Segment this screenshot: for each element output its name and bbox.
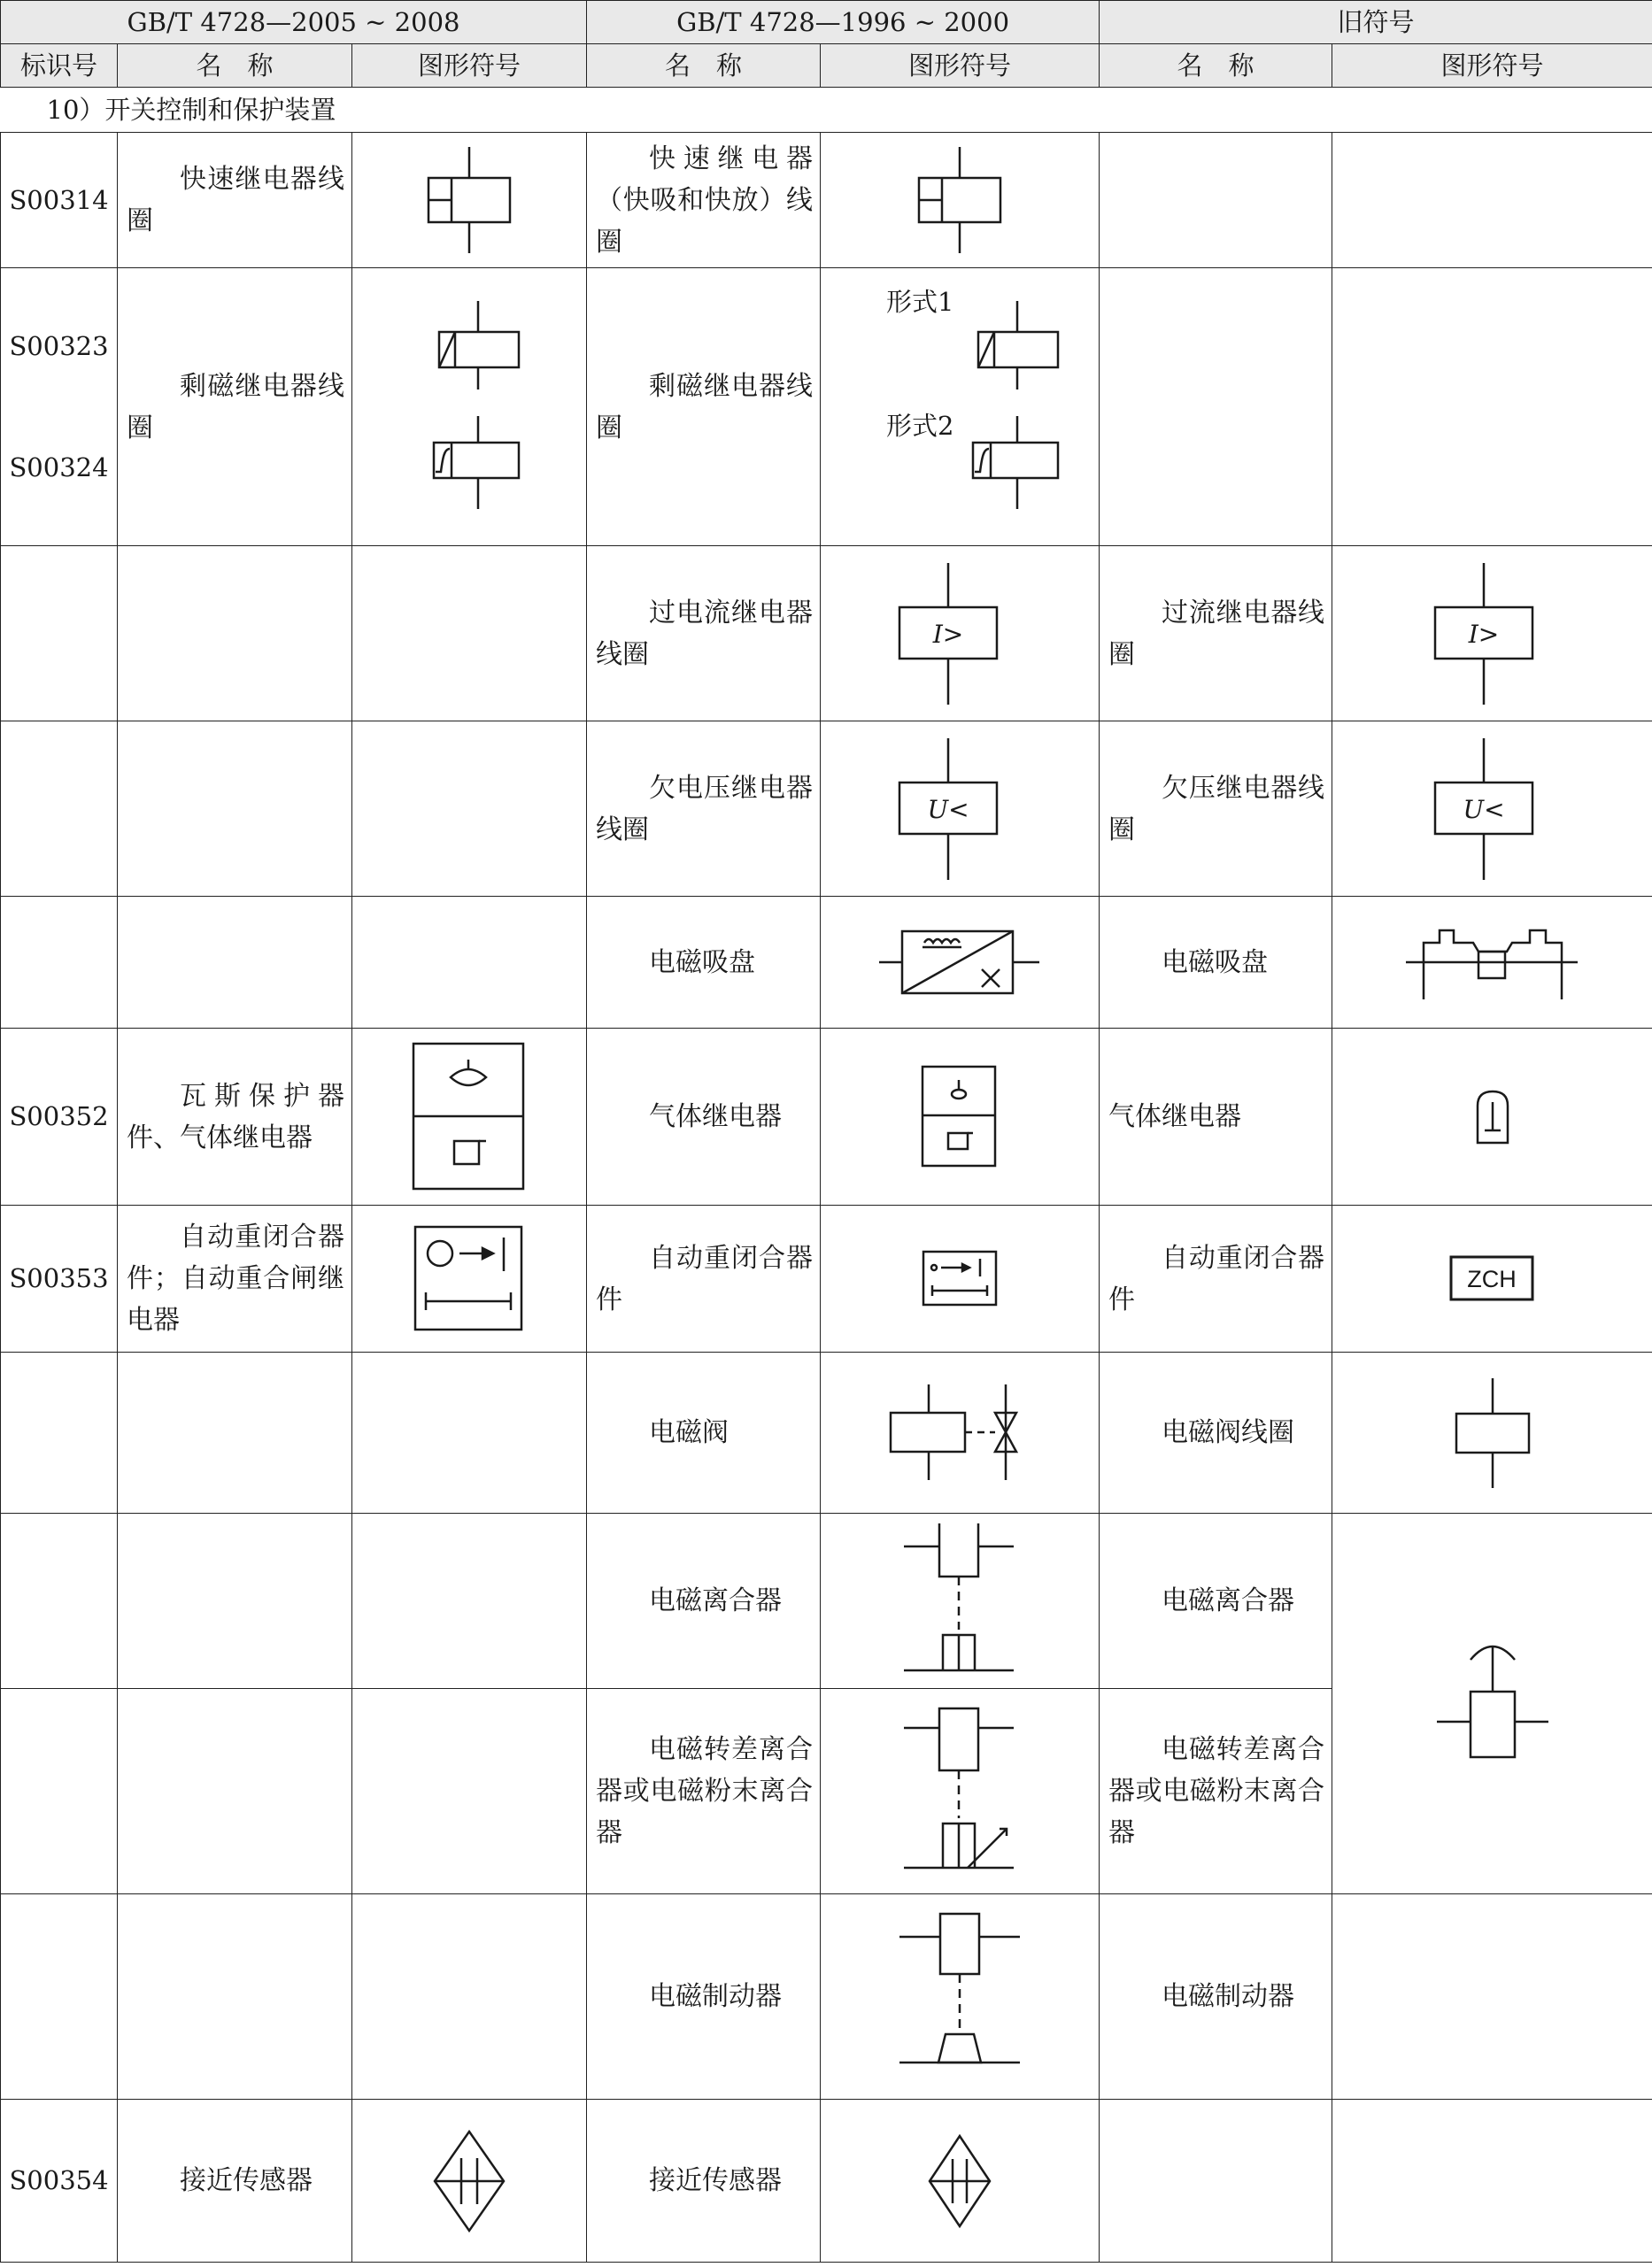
header-old-symbols: 旧符号 (1100, 1, 1652, 44)
empty-cell (352, 1894, 587, 2100)
header-id: 标识号 (1, 44, 118, 88)
name-96-cell: 电磁制动器 (587, 1894, 821, 2100)
table-row (1, 1353, 1652, 1514)
electromagnetic-chuck-symbol (821, 897, 1100, 1029)
empty-cell (1100, 268, 1332, 546)
empty-cell (352, 897, 587, 1029)
empty-cell (1, 1894, 118, 2100)
empty-cell (1332, 2100, 1652, 2263)
header-row-standards (1, 1, 1652, 44)
empty-cell (1100, 2100, 1332, 2263)
overcurrent-relay-symbol (1332, 546, 1652, 721)
solenoid-valve-symbol (821, 1353, 1100, 1514)
undervoltage-label: U< (927, 794, 969, 824)
empty-cell (1, 546, 118, 721)
empty-cell (118, 721, 352, 897)
overcurrent-label: I> (1468, 619, 1499, 649)
header-std-2005: GB/T 4728—2005 ~ 2008 (1, 1, 587, 44)
table-row (1, 1894, 1652, 2100)
name-new-cell: 快速继电器线圈 (118, 133, 352, 268)
empty-cell (1332, 133, 1652, 268)
table-row (1, 897, 1652, 1029)
empty-cell (1100, 133, 1332, 268)
section-title: 10）开关控制和保护装置 (1, 88, 1652, 133)
empty-cell (1332, 268, 1652, 546)
gas-relay-symbol (352, 1029, 587, 1206)
name-old-cell: 气体继电器 (1100, 1029, 1332, 1206)
name-old-cell: 电磁阀线圈 (1100, 1353, 1332, 1514)
empty-cell (1332, 1894, 1652, 2100)
auto-reclosing-symbol (352, 1206, 587, 1353)
empty-cell (1, 1353, 118, 1514)
empty-cell (1, 1689, 118, 1894)
header-name-96: 名 称 (587, 44, 821, 88)
electromagnetic-chuck-symbol (1332, 897, 1652, 1029)
overcurrent-relay-symbol (821, 546, 1100, 721)
undervoltage-relay-symbol (821, 721, 1100, 897)
id-cell: S00314 (1, 133, 118, 268)
empty-cell (1, 1514, 118, 1689)
name-96-cell: 气体继电器 (587, 1029, 821, 1206)
name-old-cell: 欠压继电器线圈 (1100, 721, 1332, 897)
id-b: S00324 (9, 451, 109, 482)
form2-label: 形式2 (886, 411, 954, 441)
name-old-cell: 电磁吸盘 (1100, 897, 1332, 1029)
form1-label: 形式1 (886, 287, 954, 317)
auto-reclosing-symbol (821, 1206, 1100, 1353)
id-a: S00323 (9, 330, 109, 361)
empty-cell (352, 721, 587, 897)
header-name-old: 名 称 (1100, 44, 1332, 88)
name-new-cell: 剩磁继电器线圈 (118, 268, 352, 546)
name-96-cell: 电磁转差离合器或电磁粉末离合器 (587, 1689, 821, 1894)
id-cell: S00354 (1, 2100, 118, 2263)
name-96-cell: 欠电压继电器线圈 (587, 721, 821, 897)
undervoltage-label: U< (1463, 794, 1505, 824)
name-new-cell: 瓦斯保护器件、气体继电器 (118, 1029, 352, 1206)
empty-cell (118, 546, 352, 721)
name-old-cell: 过流继电器线圈 (1100, 546, 1332, 721)
empty-cell (118, 897, 352, 1029)
table-row (1, 268, 1652, 546)
name-old-cell: 电磁制动器 (1100, 1894, 1332, 2100)
remanence-relay-symbols (352, 268, 587, 546)
slip-clutch-symbol (821, 1689, 1100, 1894)
name-96-cell: 电磁离合器 (587, 1514, 821, 1689)
em-clutch-symbol (821, 1514, 1100, 1689)
fast-relay-coil-symbol (352, 133, 587, 268)
id-cell: S00352 (1, 1029, 118, 1206)
table-row (1, 1206, 1652, 1353)
overcurrent-label: I> (932, 619, 964, 649)
table-row (1, 1514, 1652, 1689)
fast-relay-coil-symbol (821, 133, 1100, 268)
remanence-relay-symbols (821, 268, 1100, 546)
empty-cell (118, 1514, 352, 1689)
empty-cell (1, 721, 118, 897)
empty-cell (352, 1353, 587, 1514)
id-cell (1, 268, 118, 546)
name-old-cell: 电磁离合器 (1100, 1514, 1332, 1689)
name-96-cell: 自动重闭合器件 (587, 1206, 821, 1353)
table-row (1, 133, 1652, 268)
header-symbol-old: 图形符号 (1332, 44, 1652, 88)
gas-relay-old-symbol (1332, 1029, 1652, 1206)
empty-cell (118, 1353, 352, 1514)
table-row (1, 546, 1652, 721)
header-symbol-96: 图形符号 (821, 44, 1100, 88)
table-row (1, 721, 1652, 897)
table-row (1, 1029, 1652, 1206)
proximity-sensor-symbol (821, 2100, 1100, 2263)
empty-cell (118, 1894, 352, 2100)
empty-cell (352, 1689, 587, 1894)
section-row (1, 88, 1652, 133)
header-symbol-new: 图形符号 (352, 44, 587, 88)
undervoltage-relay-symbol (1332, 721, 1652, 897)
em-brake-symbol (821, 1894, 1100, 2100)
name-96-cell: 过电流继电器线圈 (587, 546, 821, 721)
proximity-sensor-symbol (352, 2100, 587, 2263)
zch-old-symbol (1332, 1206, 1652, 1353)
name-96-cell: 剩磁继电器线圈 (587, 268, 821, 546)
empty-cell (352, 546, 587, 721)
table-row (1, 2100, 1652, 2263)
header-std-1996: GB/T 4728—1996 ~ 2000 (587, 1, 1100, 44)
zch-label: ZCH (1466, 1265, 1517, 1292)
empty-cell (118, 1689, 352, 1894)
name-old-cell: 自动重闭合器件 (1100, 1206, 1332, 1353)
header-row-columns (1, 44, 1652, 88)
name-96-cell: 快速继电器（快吸和快放）线圈 (587, 133, 821, 268)
em-clutch-old-symbol (1332, 1514, 1652, 1894)
id-cell: S00353 (1, 1206, 118, 1353)
name-new-cell: 接近传感器 (118, 2100, 352, 2263)
name-new-cell: 自动重闭合器件；自动重合闸继电器 (118, 1206, 352, 1353)
header-name-new: 名 称 (118, 44, 352, 88)
empty-cell (1, 897, 118, 1029)
empty-cell (352, 1514, 587, 1689)
name-96-cell: 电磁阀 (587, 1353, 821, 1514)
gas-relay-symbol (821, 1029, 1100, 1206)
solenoid-valve-old-symbol (1332, 1353, 1652, 1514)
name-96-cell: 电磁吸盘 (587, 897, 821, 1029)
name-96-cell: 接近传感器 (587, 2100, 821, 2263)
name-old-cell: 电磁转差离合器或电磁粉末离合器 (1100, 1689, 1332, 1894)
